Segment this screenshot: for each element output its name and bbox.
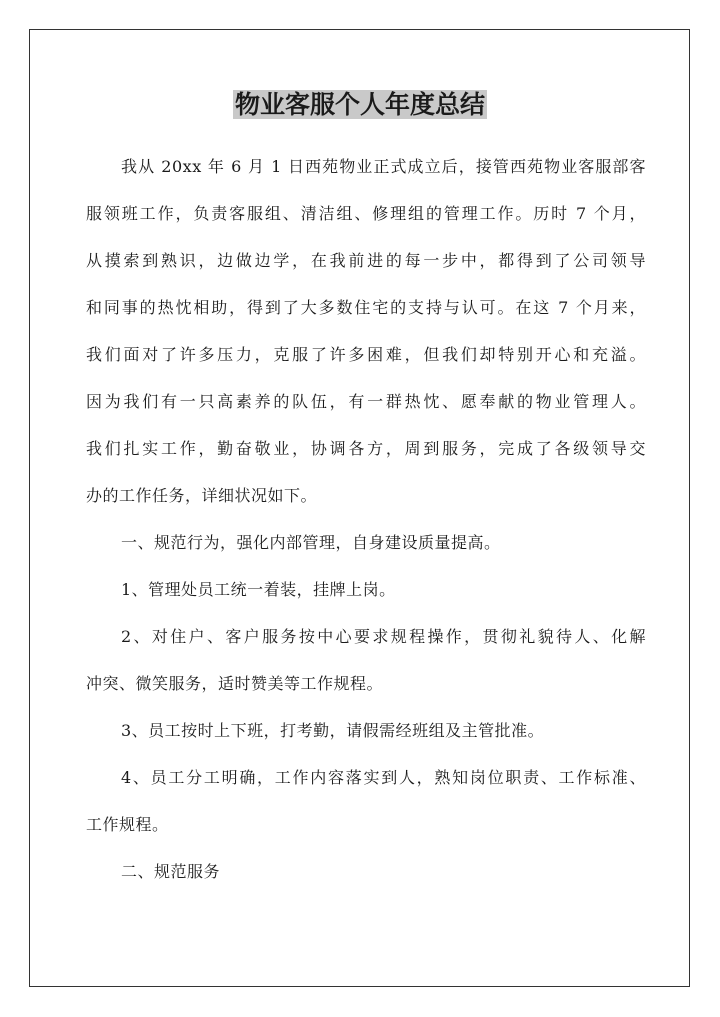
list-item: 1、管理处员工统一着装，挂牌上岗。 xyxy=(121,580,396,599)
paragraph-line: 我从 20xx 年 6 月 1 日西苑物业正式成立后，接管西苑物业客服部客 xyxy=(121,157,646,176)
list-item-continuation: 工作规程。 xyxy=(86,815,169,834)
paragraph-line: 服领班工作，负责客服组、清洁组、修理组的管理工作。历时 7 个月， xyxy=(86,204,646,223)
paragraph-line: 和同事的热忱相助，得到了大多数住宅的支持与认可。在这 7 个月来， xyxy=(86,298,646,317)
paragraph-line: 我们面对了许多压力，克服了许多困难，但我们却特别开心和充溢。 xyxy=(86,345,646,364)
list-item: 2、对住户、客户服务按中心要求规程操作，贯彻礼貌待人、化解 xyxy=(121,627,646,646)
paragraph-line: 从摸索到熟识，边做边学，在我前进的每一步中，都得到了公司领导 xyxy=(86,251,646,270)
paragraph-line: 我们扎实工作，勤奋敬业，协调各方，周到服务，完成了各级领导交 xyxy=(86,439,646,458)
paragraph-line: 因为我们有一只高素养的队伍，有一群热忱、愿奉献的物业管理人。 xyxy=(86,392,646,411)
section-heading: 一、规范行为，强化内部管理，自身建设质量提高。 xyxy=(121,533,501,552)
document-title xyxy=(0,88,720,122)
document-title-text: 物业客服个人年度总结 xyxy=(234,90,485,119)
list-item: 3、员工按时上下班，打考勤，请假需经班组及主管批准。 xyxy=(121,721,545,740)
list-item-continuation: 冲突、微笑服务，适时赞美等工作规程。 xyxy=(86,674,384,693)
list-item: 4、员工分工明确，工作内容落实到人，熟知岗位职责、工作标准、 xyxy=(121,768,646,787)
paragraph-line: 办的工作任务，详细状况如下。 xyxy=(86,486,318,505)
section-heading: 二、规范服务 xyxy=(121,862,221,881)
